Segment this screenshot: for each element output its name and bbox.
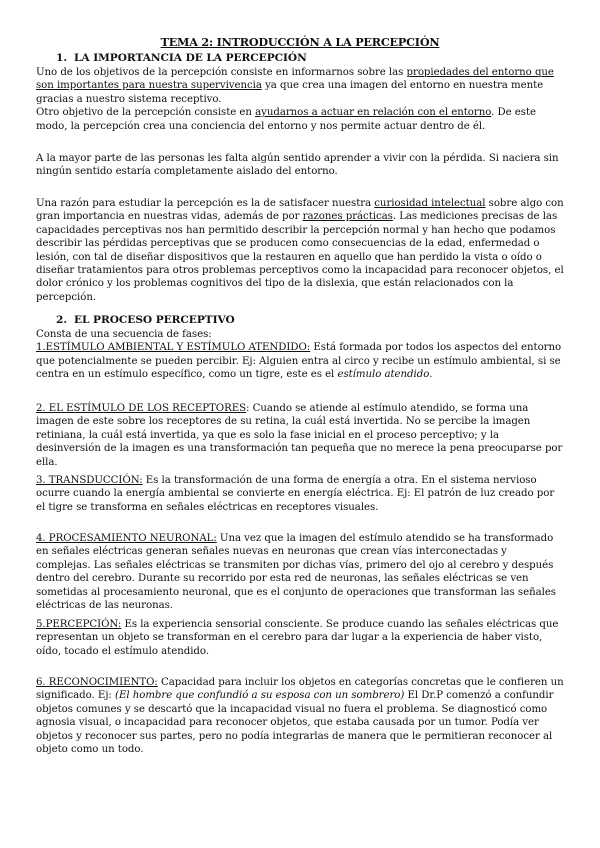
paragraph [36, 532, 564, 612]
underlined-text: razones prácticas [302, 211, 393, 223]
paragraph: A la mayor parte de las personas les falta algún sentido aprender a vivir con la pérdida. Si naciera sin ningún sentido estaría completamente aislado del entorno. [36, 153, 559, 178]
section-number: 1. [56, 52, 67, 64]
text: . [429, 369, 433, 381]
page-title: TEMA 2: INTRODUCCIÓN A LA PERCEPCIÓN [160, 35, 440, 49]
paragraph [36, 618, 564, 658]
text: Es la experiencia sensorial consciente. Se produce cuando las señales eléctricas que representan un objeto se transforman en el cerebro para dar lugar a la experiencia de haber visto, oído, tocado el estímulo atendido. [36, 619, 559, 657]
text: El Dr.P comenzó a confundir objetos comunes y se descartó que la incapacidad visual no fuera el problema. Se diagnosticó como agnosia visual, o incapacidad para reconocer objetos, que estaba causada por un tumor. Podía ver objetos y reconocer sus partes, pero no podía integrarlas de manera que le permitieran reconocer al objeto como un todo. [36, 690, 554, 756]
text: Una razón para estudiar la percepción es la de satisfacer nuestra [36, 198, 375, 209]
phase-label: 4. PROCESAMIENTO NEURONAL: [36, 533, 217, 544]
text: . De este modo, la percepción crea una conciencia del entorno y nos permite actuar dentro de él. [36, 107, 536, 132]
text: Es la transformación de una forma de energía a otra. En el sistema nervioso ocurre cuando la energía ambiental se convierte en energía eléctrica. Ej: El patrón de luz creado por el tigre se transforma en señales eléctricas en receptores visuales. [36, 475, 555, 513]
text: sobre algo con gran importancia en nuestras vidas, además de por [36, 198, 564, 223]
phase-label: 2. EL ESTÍMULO DE LOS RECEPTORES [36, 403, 247, 414]
text: : Cuando se atiende al estímulo atendido, se forma una imagen de este sobre los receptores de su retina, la cuál está invertida. No se percibe la imagen retiniana, la cuál está invertida, ya que es solo la fase inicial en el proceso perceptivo; y la desinversión de la imagen es una transformación tan pequeña que no merece la pena preocuparse por ella. [36, 403, 563, 468]
italic-text: estímulo atendido [337, 369, 430, 381]
paragraph [36, 328, 564, 382]
paragraph [36, 402, 564, 469]
section-heading-1 [56, 52, 307, 65]
section-number: 2. [56, 314, 67, 326]
text: Capacidad para incluir los objetos en categorías concretas que le confieren un significado. Ej: [36, 677, 564, 702]
underlined-text: propiedades del entorno que son importantes para nuestra supervivencia [36, 67, 554, 92]
phase-label: 3. TRANSDUCCIÓN: [36, 475, 143, 486]
text: ya que crea una imagen del entorno en nuestra mente gracias a nuestro sistema receptivo. [36, 80, 544, 105]
text: Consta de una secuencia de fases: [36, 329, 212, 340]
text: . Las mediciones precisas de las capacidades perceptivas nos han permitido describir la percepción normal y han hecho que podamos describir las pérdidas perceptivas que se producen como consecuencias de la edad, enfermedad o lesión, con tal de diseñar dispositivos que la restauren en aquello que han perdido la vista o oído o diseñar tratamientos para otros problemas perceptivos como la incapacidad para reconocer objetos, el dolor crónico y los problemas cognitivos del tipo de la dislexia, que están relacionados con la percepción. [36, 211, 564, 303]
paragraph [36, 197, 564, 304]
phase-label: 1.ESTÍMULO AMBIENTAL Y ESTÍMULO ATENDIDO: [36, 342, 311, 354]
paragraph [36, 66, 564, 133]
section-heading-text: EL PROCESO PERCEPTIVO [74, 314, 235, 326]
section-heading-text: LA IMPORTANCIA DE LA PERCEPCIÓN [74, 52, 307, 64]
text: Una vez que la imagen del estímulo atendido se ha transformado en señales eléctricas generan señales nuevas en neuronas que crean vías interconectadas y complejas. Las señales eléctricas se transmiten por dichas vías, primero del ojo al cerebro y después dentro del cerebro. Durante su recorrido por esta red de neuronas, las señales eléctricas se ven sometidas al procesamiento neuronal, que es el conjunto de operaciones que transforman las señales eléctricas de las neuronas. [36, 533, 556, 612]
text: Otro objetivo de la percepción consiste en [36, 107, 256, 119]
text: Uno de los objetivos de la percepción consiste en informarnos sobre las [36, 67, 407, 78]
paragraph [36, 474, 564, 514]
text: Está formada por todos los aspectos del entorno que potencialmente se pueden percibir. Ej: Alguien entra al circo y recibe un estímulo ambiental, si se centra en un estímulo específico, como un tigre, este es el [36, 342, 562, 381]
paragraph [36, 676, 564, 756]
italic-text: (El hombre que confundió a su esposa con un sombrero) [115, 690, 405, 702]
underlined-text: ayudarnos a actuar en relación con el entorno [255, 107, 492, 119]
phase-label: 5.PERCEPCIÓN: [36, 619, 122, 630]
phase-label: 6. RECONOCIMIENTO: [36, 677, 158, 688]
section-heading-2 [56, 314, 235, 327]
underlined-text: curiosidad intelectual [374, 198, 486, 209]
